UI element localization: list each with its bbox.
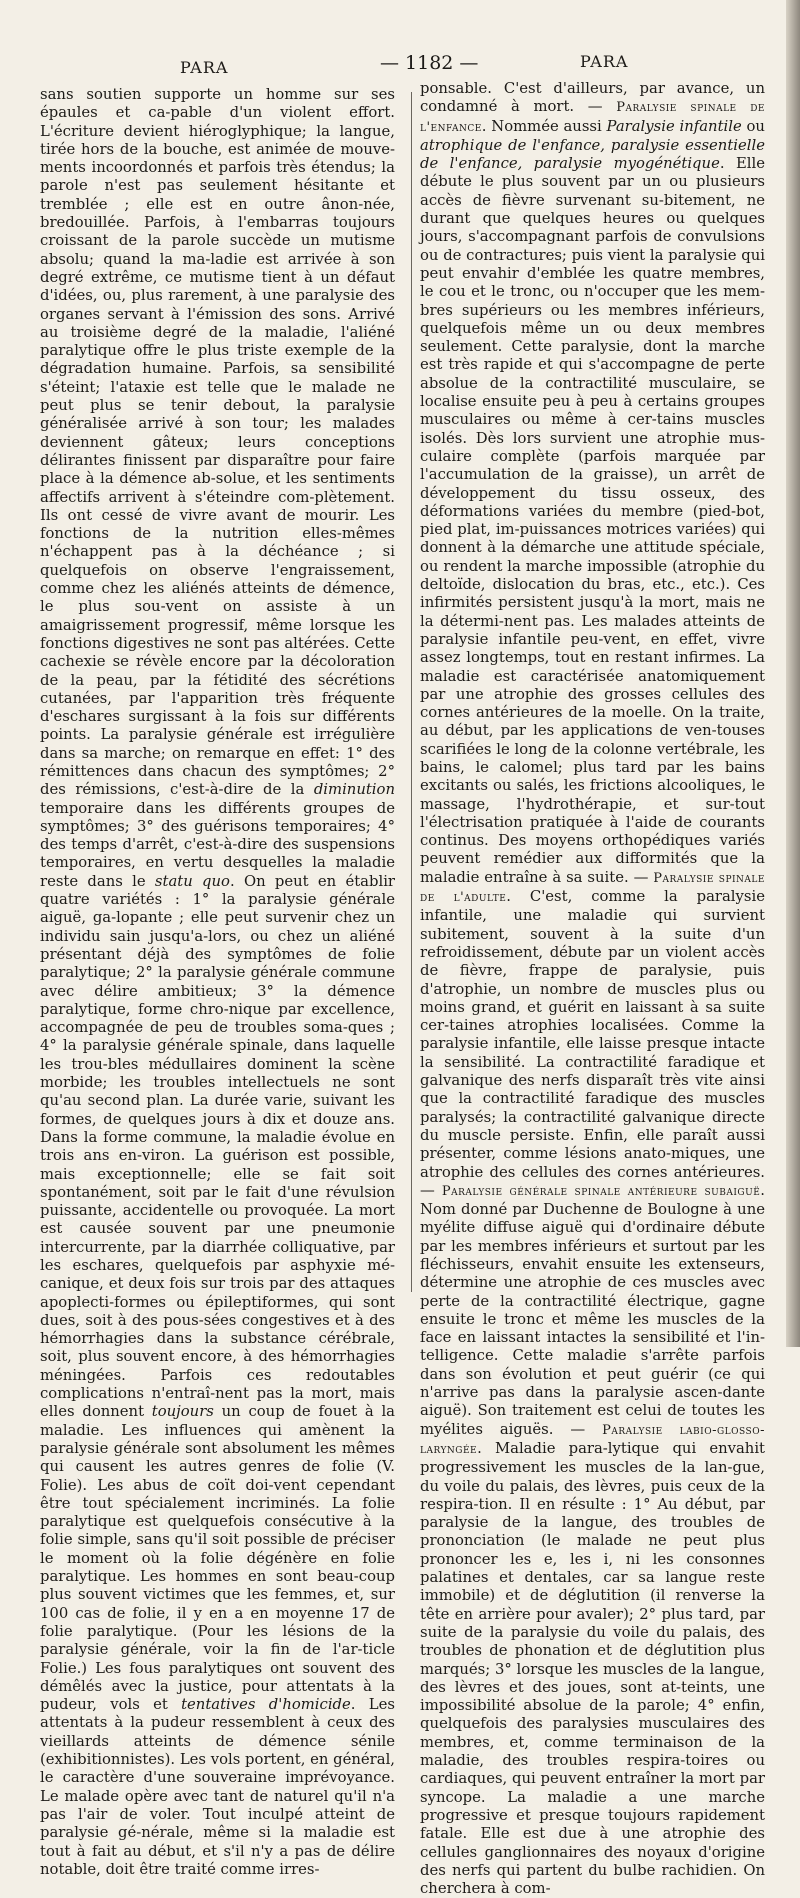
entry-heading-paralysie-generale-spinale: Paralysie générale spinale antérieure subaiguë — [441, 1183, 761, 1199]
left-italic-toujours: toujours — [151, 1403, 214, 1421]
left-column-text — [40, 86, 395, 1879]
right-column-text — [420, 80, 765, 1898]
left-text-3: . On peut en établir quatre variétés : 1° la paralysie générale aiguë, ga-lopante ; elle peut survenir chez un individu sain jusqu'a-lors, ou chez un aliéné présentant déjà des symptômes de folie paralytique; 2° la paralysie générale commune avec délire ambitieux; 3° la démence paralytique, forme chro-nique par excellence, accompagnée de peu de troubles soma-ques ; 4° la paralysie générale spinale, dans laquelle les trou-bles médullaires dominent la scène morbide; les troubles intellectuels ne sont qu'au second plan. La durée varie, suivant les formes, de quelques jours à dix et douze ans. Dans la forme commune, la maladie évolue en trois ans en-viron. La guérison est possible, mais exceptionnelle; elle se fait soit spontanément, soit par le fait d'une révulsion puissante, accidentelle ou provoquée. La mort est causée souvent par une pneumonie intercurrente, par la diarrhée colliquative, par les eschares, quelquefois par asphyxie mé-canique, et deux fois sur trois par des attaques apoplecti-formes ou épileptiformes, qui sont dues, soit à des pous-sées congestives et à des hémorrhagies dans la substance cérébrale, soit, plus souvent encore, à des hémorrhagies méningées. Parfois ces redoutables complications n'entraî-nent pas la mort, mais elles donnent — [40, 872, 395, 1421]
left-text-5: . Les attentats à la pudeur ressemblent à ceux des vieillards atteints de démence sénile (exhibitionnistes). Les vols portent, en général, le caractère d'une souveraine imprévoyance. Le malade opère avec tant de naturel qu'il n'a pas l'air de voler. Tout inculpé atteint de paralysie gé-nérale, même si la maladie est tout à fait au début, et s'il n'y a pas de délire notable, doit être traité comme irres- — [40, 1696, 395, 1878]
header-right-keyword: PARA — [580, 52, 629, 71]
right-text-5: . Nom donné par Duchenne de Boulogne à une myélite diffuse aiguë qui d'ordinaire débute par les membres inférieurs et surtout par les fléchisseurs, envahit ensuite les extenseurs, détermine une atrophie de ces muscles avec perte de la contractilité électrique, gagne ensuite le tronc et même les muscles de la face en laissant intactes la sensibilité et l'in-telligence. Cette maladie s'arrête parfois dans son évolution et peut guérir (ce qui n'arrive pas dans la paralysie ascen-dante aiguë). Son traitement est celui de toutes les myélites aiguës. — — [420, 1181, 765, 1438]
left-text-1: sans soutien supporte un homme sur ses épaules et ca-pable d'un violent effort. L'écriture devient hiéroglyphique; la langue, tirée hors de la bouche, est animée de mouve-ments incoordonnés et parfois très étendus; la parole n'est pas seulement hésitante et tremblée ; elle est en outre ânon-née, bredouillée. Parfois, à l'embarras toujours croissant de la parole succède un mutisme absolu; quand la ma-ladie est arrivée à son degré extrême, ce mutisme tient à un défaut d'idées, ou, plus rarement, à une paralysie des organes servant à l'émission des sons. Arrivé au troisième degré de la maladie, l'aliéné paralytique offre le plus triste exemple de la dégradation humaine. Parfois, sa sensibilité s'éteint; l'ataxie est telle que le malade ne peut plus se tenir debout, la paralysie généralisée arrivé à son tour; les malades deviennent gâteux; leurs conceptions délirantes finissent par disparaître pour faire place à la démence ab-solue, et les sentiments affectifs arrivent à s'éteindre com-plètement. Ils ont cessé de vivre avant de mourir. Les fonctions de la nutrition elles-mêmes n'échappent pas à la déchéance ; si quelquefois on observe l'engraissement, comme chez les aliénés atteints de démence, le plus sou-vent on assiste à un amaigrissement progressif, même lorsque les fonctions digestives ne sont pas altérées. Cette cachexie se révèle encore par la décoloration de la peau, par la fétidité des sécrétions cutanées, par l'apparition très fréquente d'eschares surgissant à la fois sur différents points. La paralysie générale est irrégulière dans sa marche; on remarque en effet: 1° des rémittences dans chacun des symptômes; 2° des rémissions, c'est-à-dire de la — [40, 86, 395, 799]
right-text-2b: ou — [741, 117, 765, 135]
right-text-2: . Nommée aussi — [481, 117, 607, 135]
entry-heading-paralysie-spinale-adulte: Paralysie spinale de l'adulte — [420, 870, 765, 906]
left-text-4: un coup de fouet à la maladie. Les influences qui amènent la paralysie générale sont absolument les mêmes qui causent les autres genres de folie (V. Folie). Les abus de coït doi-vent cependant être tout spécialement incriminés. La folie paralytique est quelquefois consécutive à la folie simple, sans qu'il soit possible de préciser le moment où la folie dégénère en folie paralytique. Les hommes en sont beau-coup plus souvent victimes que les femmes, et, sur 100 cas de folie, il y en a en moyenne 17 de folie paralytique. (Pour les lésions de la paralysie générale, voir la fin de l'ar-ticle Folie.) Les fous paralytiques ont souvent des démêlés avec la justice, pour attentats à la pudeur, vols et — [40, 1403, 395, 1714]
column-divider — [411, 92, 412, 1292]
entry-heading-paralysie-spinale-enfance: Paralysie spinale de l'enfance — [420, 100, 765, 135]
page-number: — 1182 — — [380, 52, 479, 74]
right-italic-synonyms: atrophique de l'enfance, paralysie essentielle de l'enfance, paralysie myogénétique — [420, 136, 765, 173]
left-column — [40, 86, 395, 1879]
left-text-2: temporaire dans les différents groupes de symptômes; 3° des guérisons temporaires; 4° des temps d'arrêt, c'est-à-dire des suspensions temporaires, en vertu desquelles la maladie reste dans le — [40, 799, 395, 890]
left-italic-tentatives: tentatives d'homicide — [181, 1696, 351, 1714]
right-italic-paralysie-infantile: Paralysie infantile — [606, 117, 742, 135]
right-text-4: . C'est, comme la paralysie infantile, une maladie qui survient subitement, souvent à la suite d'un refroidissement, débute par un violent accès de fièvre, frappe de paralysie, puis d'atrophie, un nombre de muscles plus ou moins grand, et guérit en laissant à sa suite cer-taines atrophies localisées. Comme la paralysie infantile, elle laisse presque intacte la sensibilité. La contractilité faradique et galvanique des nerfs disparaît très vite ainsi que la contractilité faradique des muscles paralysés; la contractilité galvanique directe du muscle persiste. Enfin, elle paraît aussi présenter, comme lésions anato-miques, une atrophie des cellules des cornes antérieures. — — [420, 888, 765, 1199]
left-italic-diminution: diminution — [313, 781, 395, 799]
right-text-1: ponsable. C'est d'ailleurs, par avance, un condamné à mort. — — [420, 80, 765, 116]
entry-heading-paralysie-labio-glosso-laryngee: Paralysie labio-glosso-laryngée — [420, 1422, 765, 1457]
header-left-keyword: PARA — [180, 58, 229, 77]
right-column — [420, 80, 765, 1898]
left-italic-statu-quo: statu quo — [154, 872, 230, 890]
running-head — [40, 50, 760, 80]
page-edge-shadow — [786, 0, 800, 1347]
right-text-6: . Maladie para-lytique qui envahit progressivement les muscles de la lan-gue, du voile du palais, des lèvres, puis ceux de la respira-tion. Il en résulte : 1° Au début, par paralysie de la langue, des troubles de prononciation (le malade ne peut plus prononcer les e, les i, ni les consonnes palatines et dentales, car sa langue reste immobile) et de déglutition (il renverse la tête en arrière pour avaler); 2° plus tard, par suite de la paralysie du voile du palais, des troubles de phonation et de déglutition plus marqués; 3° lorsque les muscles de la langue, des lèvres et des joues, sont at-teints, une impossibilité absolue de la parole; 4° enfin, quelquefois des paralysies musculaires des membres, et, comme terminaison de la maladie, des troubles respira-toires ou cardiaques, qui peuvent entraîner la mort par syncope. La maladie a une marche progressive et presque toujours rapidement fatale. Elle est due à une atrophie des cellules ganglionnaires des noyaux d'origine des nerfs qui partent du bulbe rachidien. On cherchera à com- — [420, 1439, 766, 1898]
right-text-3: . Elle débute le plus souvent par un ou plusieurs accès de fièvre survenant su-bitement, ne durant que quelques heures ou quelques jours, s'accompagnant parfois de convulsions ou de contractures; puis vient la paralysie qui peut envahir d'emblée les quatre membres, le cou et le tronc, ou n'occuper que les mem-bres supérieurs ou les membres inférieurs, quelquefois même un ou deux membres seulement. Cette paralysie, dont la marche est très rapide et qui s'accompagne de perte absolue de la contractilité musculaire, se localise ensuite peu à peu à certains groupes musculaires ou même à cer-tains muscles isolés. Dès lors survient une atrophie mus-culaire complète (parfois marquée par l'accumulation de la graisse), un arrêt de développement du tissu osseux, des déformations variées du membre (pied-bot, pied plat, im-puissances motrices variées) qui donnent à la démarche une attitude spéciale, ou rendent la marche impossible (atrophie du deltoïde, dislocation du bras, etc., etc.). Ces infirmités persistent jusqu'à la mort, mais ne la détermi-nent pas. Les malades atteints de paralysie infantile peu-vent, en effet, vivre assez longtemps, tout en restant infirmes. La maladie est caractérisée anatomiquement par une atrophie des grosses cellules des cornes antérieures de la moelle. On la traite, au début, par les applications de ven-touses scarifiées le long de la colonne vertébrale, les bains, le calomel; plus tard par les bains excitants ou salés, les frictions alcooliques, le massage, l'hydrothérapie, et sur-tout l'électrisation pratiquée à l'aide de courants continus. Des moyens orthopédiques variés peuvent remédier aux difformités que la maladie entraîne à sa suite. — — [420, 155, 765, 886]
